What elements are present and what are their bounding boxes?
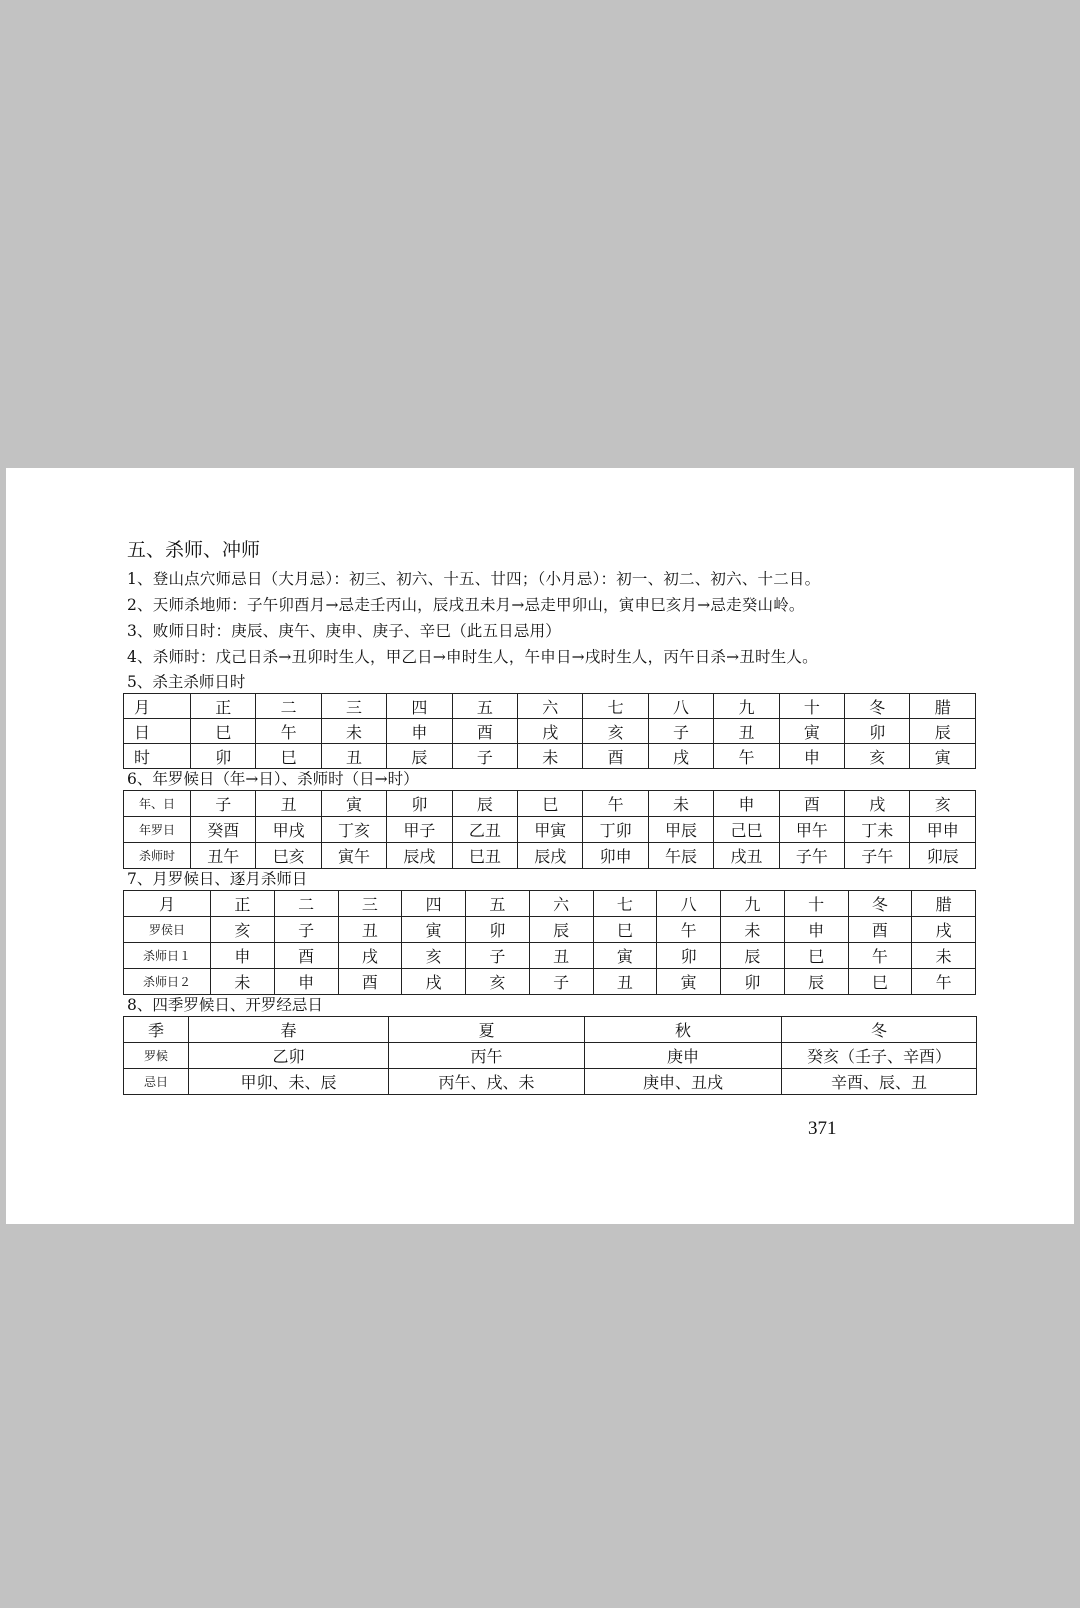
table-cell: 子午 <box>845 843 910 869</box>
table-cell: 亥 <box>211 917 275 943</box>
table-cell: 酉 <box>779 791 844 817</box>
page-content <box>123 536 975 1095</box>
table-cell: 卯 <box>721 969 785 995</box>
table-cell: 午 <box>583 791 648 817</box>
table-cell: 正 <box>211 891 275 917</box>
table-cell: 亥 <box>466 969 530 995</box>
table-cell: 子 <box>466 943 530 969</box>
table8-caption: 8、四季罗候日、开罗经忌日 <box>127 996 323 1014</box>
table-cell: 午 <box>848 943 912 969</box>
table-cell: 丑 <box>714 719 779 744</box>
table-cell: 乙丑 <box>452 817 517 843</box>
table-cell: 酉 <box>274 943 338 969</box>
table-cell: 十 <box>784 891 848 917</box>
row-header-cell: 年、日 <box>124 791 191 817</box>
table-cell: 二 <box>256 694 321 719</box>
table-cell: 未 <box>518 744 583 769</box>
table-cell: 寅 <box>910 744 976 769</box>
rule-line-1: 1、登山点穴师忌日（大月忌）：初三、初六、十五、廿四；（小月忌）：初一、初二、初六、十二日。 <box>127 570 821 588</box>
row-header-cell: 杀师日１ <box>124 943 211 969</box>
table-cell: 子午 <box>779 843 844 869</box>
table-cell: 辰戌 <box>518 843 583 869</box>
table-cell: 申 <box>274 969 338 995</box>
table-cell: 辰 <box>452 791 517 817</box>
table-cell: 冬 <box>782 1017 977 1043</box>
table-cell: 丁亥 <box>321 817 386 843</box>
table-cell: 巳 <box>784 943 848 969</box>
row-header-cell: 年罗日 <box>124 817 191 843</box>
table-cell: 巳 <box>256 744 321 769</box>
table-cell: 子 <box>452 744 517 769</box>
table-cell: 寅 <box>593 943 657 969</box>
table-cell: 丑 <box>529 943 593 969</box>
table-cell: 六 <box>518 694 583 719</box>
table-cell: 甲子 <box>387 817 452 843</box>
table-cell: 寅 <box>779 719 844 744</box>
table-cell: 亥 <box>845 744 910 769</box>
table-cell: 戌 <box>648 744 713 769</box>
table-cell: 丁卯 <box>583 817 648 843</box>
table-cell: 子 <box>191 791 256 817</box>
table-cell: 寅 <box>321 791 386 817</box>
table5-caption: 5、杀主杀师日时 <box>127 673 246 691</box>
table-cell: 二 <box>274 891 338 917</box>
table-cell: 辰戌 <box>387 843 452 869</box>
table-cell: 子 <box>274 917 338 943</box>
table-cell: 戌 <box>845 791 910 817</box>
table-cell: 丁未 <box>845 817 910 843</box>
section-title: 五、杀师、冲师 <box>127 539 261 561</box>
table-cell: 丑 <box>593 969 657 995</box>
table-cell: 七 <box>593 891 657 917</box>
table-cell: 九 <box>721 891 785 917</box>
table-row <box>124 943 976 969</box>
table-cell: 卯 <box>845 719 910 744</box>
table-cell: 丑 <box>321 744 386 769</box>
table-cell: 三 <box>338 891 402 917</box>
rule-line-3: 3、败师日时：庚辰、庚午、庚申、庚子、辛巳（此五日忌用） <box>127 622 561 640</box>
table-cell: 春 <box>189 1017 389 1043</box>
table-cell: 夏 <box>389 1017 585 1043</box>
table-cell: 丑 <box>338 917 402 943</box>
table-row <box>124 1069 977 1095</box>
table-cell: 六 <box>529 891 593 917</box>
table-cell: 卯 <box>191 744 256 769</box>
table-cell: 腊 <box>910 694 976 719</box>
table-cell: 三 <box>321 694 386 719</box>
table-cell: 申 <box>779 744 844 769</box>
table-cell: 卯 <box>466 917 530 943</box>
table-cell: 丑午 <box>191 843 256 869</box>
row-header-cell: 时 <box>124 744 191 769</box>
book-page <box>6 468 1074 1224</box>
table-row <box>124 891 976 917</box>
table-row <box>124 969 976 995</box>
table-cell: 五 <box>466 891 530 917</box>
table6-year-luohou <box>123 790 976 869</box>
table5-kill-master-days <box>123 693 976 769</box>
table-cell: 腊 <box>912 891 976 917</box>
rule-line-4: 4、杀师时：戊己日杀→丑卯时生人，甲乙日→申时生人，午申日→戌时生人，丙午日杀→丑时生人。 <box>127 648 818 666</box>
table-cell: 戌 <box>338 943 402 969</box>
table-cell: 甲午 <box>779 817 844 843</box>
table-cell: 卯 <box>387 791 452 817</box>
table-cell: 申 <box>387 719 452 744</box>
table-cell: 辛酉、辰、丑 <box>782 1069 977 1095</box>
table-cell: 辰 <box>387 744 452 769</box>
rule-line-2: 2、天师杀地师：子午卯酉月→忌走壬丙山，辰戌丑未月→忌走甲卯山，寅申巳亥月→忌走癸山岭。 <box>127 596 805 614</box>
table-row <box>124 1017 977 1043</box>
table-cell: 巳 <box>593 917 657 943</box>
table-cell: 丙午、戌、未 <box>389 1069 585 1095</box>
table-cell: 戌 <box>912 917 976 943</box>
table-cell: 午 <box>256 719 321 744</box>
table-cell: 九 <box>714 694 779 719</box>
table-cell: 酉 <box>452 719 517 744</box>
table-cell: 卯 <box>657 943 721 969</box>
table-cell: 午 <box>714 744 779 769</box>
table-cell: 戌丑 <box>714 843 779 869</box>
table-cell: 午 <box>657 917 721 943</box>
table-cell: 巳亥 <box>256 843 321 869</box>
table-cell: 寅 <box>402 917 466 943</box>
table-row <box>124 1043 977 1069</box>
table-cell: 丑 <box>256 791 321 817</box>
table-cell: 未 <box>321 719 386 744</box>
table-cell: 四 <box>387 694 452 719</box>
table-cell: 卯辰 <box>910 843 976 869</box>
table-cell: 戌 <box>518 719 583 744</box>
table-cell: 戌 <box>402 969 466 995</box>
table-cell: 癸酉 <box>191 817 256 843</box>
row-header-cell: 罗侯日 <box>124 917 211 943</box>
table-cell: 五 <box>452 694 517 719</box>
table-cell: 亥 <box>402 943 466 969</box>
row-header-cell: 日 <box>124 719 191 744</box>
table-cell: 八 <box>657 891 721 917</box>
table-row <box>124 719 976 744</box>
table-cell: 卯申 <box>583 843 648 869</box>
row-header-cell: 杀师日２ <box>124 969 211 995</box>
table-cell: 亥 <box>910 791 976 817</box>
table-cell: 八 <box>648 694 713 719</box>
table-cell: 七 <box>583 694 648 719</box>
table8-season-luohou <box>123 1016 977 1095</box>
table-row <box>124 791 976 817</box>
table-cell: 午辰 <box>648 843 713 869</box>
table-cell: 甲申 <box>910 817 976 843</box>
table7-month-luohou <box>123 890 976 995</box>
table-cell: 辰 <box>721 943 785 969</box>
table-cell: 秋 <box>585 1017 782 1043</box>
table-cell: 巳 <box>848 969 912 995</box>
table-cell: 酉 <box>338 969 402 995</box>
row-header-cell: 杀师时 <box>124 843 191 869</box>
table-cell: 四 <box>402 891 466 917</box>
table-cell: 子 <box>648 719 713 744</box>
table-row <box>124 917 976 943</box>
table-cell: 十 <box>779 694 844 719</box>
table7-caption: 7、月罗候日、逐月杀师日 <box>127 870 308 888</box>
table-row <box>124 843 976 869</box>
table-cell: 辰 <box>784 969 848 995</box>
table-cell: 申 <box>211 943 275 969</box>
table-cell: 未 <box>912 943 976 969</box>
row-header-cell: 月 <box>124 694 191 719</box>
table-cell: 申 <box>714 791 779 817</box>
table-cell: 冬 <box>845 694 910 719</box>
table-cell: 庚申 <box>585 1043 782 1069</box>
table-cell: 丙午 <box>389 1043 585 1069</box>
table-cell: 亥 <box>583 719 648 744</box>
table-cell: 巳 <box>518 791 583 817</box>
table-cell: 甲寅 <box>518 817 583 843</box>
table-cell: 寅午 <box>321 843 386 869</box>
table-cell: 未 <box>648 791 713 817</box>
table-cell: 未 <box>721 917 785 943</box>
table-cell: 癸亥（壬子、辛酉） <box>782 1043 977 1069</box>
table-cell: 酉 <box>583 744 648 769</box>
table-cell: 乙卯 <box>189 1043 389 1069</box>
table-row <box>124 694 976 719</box>
table-cell: 正 <box>191 694 256 719</box>
table-cell: 酉 <box>848 917 912 943</box>
table-cell: 巳丑 <box>452 843 517 869</box>
table6-caption: 6、年罗候日（年→日）、杀师时（日→时） <box>127 770 419 788</box>
table-cell: 巳 <box>191 719 256 744</box>
table-cell: 辰 <box>910 719 976 744</box>
table-cell: 辰 <box>529 917 593 943</box>
table-cell: 冬 <box>848 891 912 917</box>
table-cell: 己巳 <box>714 817 779 843</box>
table-cell: 寅 <box>657 969 721 995</box>
table-cell: 甲辰 <box>648 817 713 843</box>
table-row <box>124 817 976 843</box>
row-header-cell: 季 <box>124 1017 189 1043</box>
row-header-cell: 忌日 <box>124 1069 189 1095</box>
table-cell: 申 <box>784 917 848 943</box>
table-cell: 未 <box>211 969 275 995</box>
page-number: 371 <box>808 1118 837 1139</box>
table-cell: 庚申、丑戌 <box>585 1069 782 1095</box>
table-cell: 午 <box>912 969 976 995</box>
table-cell: 甲戌 <box>256 817 321 843</box>
table-cell: 甲卯、未、辰 <box>189 1069 389 1095</box>
table-cell: 子 <box>529 969 593 995</box>
row-header-cell: 罗候 <box>124 1043 189 1069</box>
table-row <box>124 744 976 769</box>
row-header-cell: 月 <box>124 891 211 917</box>
